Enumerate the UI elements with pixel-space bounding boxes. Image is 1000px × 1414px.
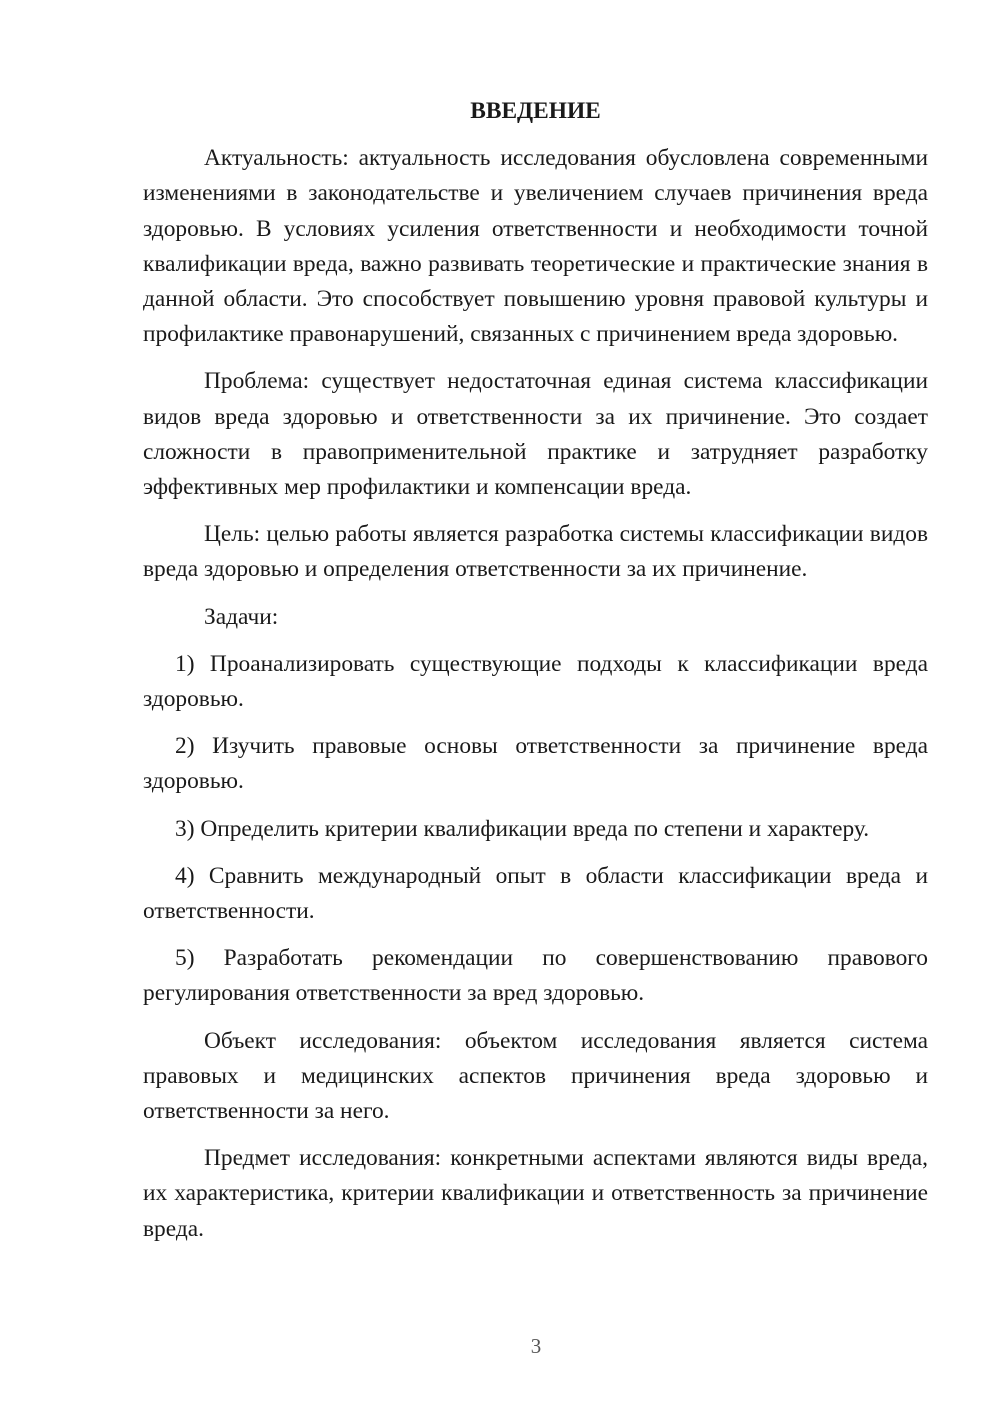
task-item: 5) Разработать рекомендации по совершенствованию правового регулирования ответственности за вред здоровью. bbox=[143, 945, 928, 1007]
tasks-heading: Задачи: bbox=[204, 603, 279, 630]
task-item: 2) Изучить правовые основы ответственности за причинение вреда здоровью. bbox=[143, 733, 928, 795]
task-item: 1) Проанализировать существующие подходы к классификации вреда здоровью. bbox=[143, 650, 928, 713]
page-content bbox=[143, 94, 928, 1247]
task-item: 3) Определить критерии квалификации вреда по степени и характеру. bbox=[175, 815, 870, 842]
paragraph-relevance: Актуальность: актуальность исследования обусловлена современными изменениями в законодательстве и увеличением случаев причинения вреда здоровью. В условиях усиления ответственности и необходимости точной квалификации вреда, важно развивать теоретические и практические знания в данной области. Это способствует повышению уровня правовой культуры и профилактике правонарушений, связанных с причинением вреда здоровью. bbox=[143, 145, 928, 348]
page-number: 3 bbox=[530, 1334, 542, 1358]
paragraph-problem: Проблема: существует недостаточная единая система классификации видов вреда здоровью и ответственности за их причинение. Это создает сложности в правоприменительной практике и затрудняет разработку эффективных мер профилактики и компенсации вреда. bbox=[143, 368, 928, 501]
paragraph-goal: Цель: целью работы является разработка системы классификации видов вреда здоровью и определения ответственности за их причинение. bbox=[143, 521, 928, 583]
paragraph-object: Объект исследования: объектом исследования является система правовых и медицинских аспектов причинения вреда здоровью и ответственности за него. bbox=[143, 1027, 928, 1125]
section-title: ВВЕДЕНИЕ bbox=[470, 98, 601, 124]
task-item: 4) Сравнить международный опыт в области классификации вреда и ответственности. bbox=[143, 862, 928, 925]
paragraph-subject: Предмет исследования: конкретными аспектами являются виды вреда, их характеристика, критерии квалификации и ответственность за причинение вреда. bbox=[143, 1145, 928, 1242]
